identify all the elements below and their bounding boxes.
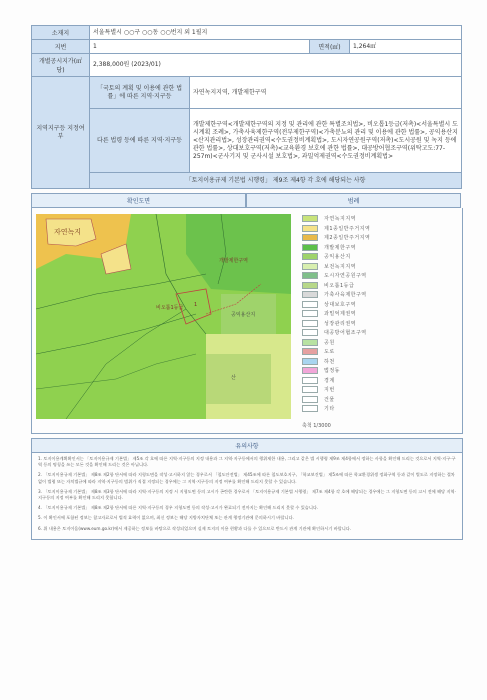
- legend-swatch: [302, 234, 318, 241]
- legend-label: 법정동: [324, 368, 340, 375]
- legend-swatch: [302, 282, 318, 289]
- legend-swatch: [302, 272, 318, 279]
- notice-paragraph: 6. 위 내용은 토지이음(www.eum.go.kr)에서 제공하는 정보를 바탕으로 작성되었으며 실제 토지의 이용 현황과 다를 수 있으므로 반드시 관계 기관에 확인하시기 바랍니다.: [38, 525, 352, 531]
- map-label-mountain: 산: [231, 375, 236, 381]
- legend-item: [302, 328, 458, 338]
- legend-item: [302, 271, 458, 281]
- notice-body: [32, 453, 462, 539]
- legend-item: [302, 243, 458, 253]
- legend-label: 기타: [324, 406, 335, 413]
- legend-label: 제1종일반주거지역: [324, 225, 371, 232]
- legend-item: [302, 347, 458, 357]
- map-header-right: 범례: [246, 193, 461, 208]
- notice-box: [31, 438, 463, 540]
- location-value: 서울특별시 ○○구 ○○동 ○○번지 외 1필지: [90, 26, 462, 40]
- zoning-main-label: 지역지구등 지정여부: [32, 77, 90, 189]
- notice-paragraph: 3. 「토지이용규제 기본법」 제8조 제3항 단서에 따라 지역·지구등의 지정 시 지형도면 등의 고시가 곤란한 경우로서 「토지이용규제 기본법 시행령」 제7조 제4항 각 호에 해당되는 경우에는 그 지형도면 등의 고시 전에 해당 지역·지구등의 지정 여부를 확인해 드리지 못합니다.: [38, 488, 456, 501]
- map-label-gb: 개발제한구역: [219, 258, 248, 264]
- legend-label: 대공방어협조구역: [324, 330, 367, 337]
- legend-item: [302, 281, 458, 291]
- jibun-label: 지번: [32, 40, 90, 54]
- legend-label: 지번: [324, 387, 335, 394]
- legend-swatch: [302, 215, 318, 222]
- legend-item: [302, 357, 458, 367]
- legend-label: 도로: [324, 349, 335, 356]
- map-legend: [302, 214, 458, 424]
- legend-item: [302, 290, 458, 300]
- map-header-left: 확인도면: [31, 193, 246, 208]
- land-price-value: 2,388,000원 (2023/01): [90, 54, 462, 77]
- notice-title: 유의사항: [32, 439, 462, 453]
- notice-paragraph: 5. 이 확인서에 포함된 정보는 참고자료로서 법적 효력이 없으며, 최신 정보는 해당 지방자치단체 또는 관계 행정기관에 문의하시기 바랍니다.: [38, 515, 294, 521]
- legend-label: 과밀억제권역: [324, 311, 356, 318]
- map-label-nature: 자연녹지: [54, 228, 82, 236]
- legend-label: 하천: [324, 358, 335, 365]
- legend-item: [302, 395, 458, 405]
- legend-label: 자연녹지지역: [324, 216, 356, 223]
- legend-swatch: [302, 225, 318, 232]
- legend-label: 비오톱1등급: [324, 282, 355, 289]
- legend-item: [302, 214, 458, 224]
- legend-item: [302, 224, 458, 234]
- legend-swatch: [302, 377, 318, 384]
- legend-swatch: [302, 320, 318, 327]
- location-label: 소재지: [32, 26, 90, 40]
- legend-swatch: [302, 291, 318, 298]
- legend-swatch: [302, 263, 318, 270]
- legend-swatch: [302, 253, 318, 260]
- notice-paragraph: 1. 토지이용계획확인서는 「토지이용규제 기본법」 제5조 각 호에 따른 지역·지구등의 지정 내용과 그 지역·지구등에서의 행위제한 내용, 그리고 같은 법 시행령 제9조 제4항에서 정하는 사항을 확인해 드리는 것으로서 지역·지구·구역 등의 명칭을 쓰는 모든 것을 확인해 드리는 것은 아닙니다.: [38, 456, 456, 468]
- legend-item: [302, 376, 458, 386]
- jibun-value: 1: [90, 40, 310, 54]
- map-label-biotope: 비오톱1등급: [156, 305, 184, 311]
- zoning-row2-label: 다른 법령 등에 따른 지역·지구등: [90, 109, 190, 173]
- info-table: [31, 25, 462, 189]
- legend-item: [302, 252, 458, 262]
- map-label-forest: 공익용산지: [231, 312, 256, 318]
- legend-item: [302, 262, 458, 272]
- legend-swatch: [302, 348, 318, 355]
- legend-swatch: [302, 329, 318, 336]
- legend-swatch: [302, 244, 318, 251]
- notice-paragraph: 4. 「토지이용규제 기본법」 제8조 제2항 단서에 따른 지역·지구등의 경우 지형도면 등의 작성·고시가 완료되기 전까지는 확인해 드리지 못할 수 있습니다.: [38, 505, 319, 511]
- zoning-row3-label: 「토지이용규제 기본법 시행령」 제9조 제4항 각 호에 해당되는 사항: [90, 173, 462, 189]
- map-section-header: [31, 193, 461, 208]
- legend-label: 경계: [324, 377, 335, 384]
- land-use-certificate: [31, 25, 461, 540]
- legend-swatch: [302, 386, 318, 393]
- zoning-row1-label: 「국토의 계획 및 이용에 관한 법률」에 따른 지역·지구등: [90, 77, 190, 109]
- legend-swatch: [302, 367, 318, 374]
- legend-label: 개발제한구역: [324, 244, 356, 251]
- legend-item: [302, 385, 458, 395]
- legend-item: [302, 366, 458, 376]
- legend-label: 공원: [324, 339, 335, 346]
- legend-swatch: [302, 405, 318, 412]
- land-price-label: 개별공시지가(㎡당): [32, 54, 90, 77]
- zoning-row1-value: 자연녹지지역, 개발제한구역: [190, 77, 462, 109]
- legend-item: [302, 404, 458, 414]
- legend-label: 도시자연공원구역: [324, 273, 367, 280]
- legend-swatch: [302, 301, 318, 308]
- legend-item: [302, 309, 458, 319]
- legend-label: 제2종일반주거지역: [324, 235, 371, 242]
- zoning-row2-text: 개발제한구역<개발제한구역의 지정 및 관리에 관한 특별조치법>, 비오톱1등급(저촉)<서울특별시 도시계획 조례>, 가축사육제한구역(전부제한구역)<가축분뇨의 관리 및 이용에 관한 법률>, 공익용산지<산지관리법>, 성장관리권역<수도권정비계획법>, 도시자연공원구역(저촉)<도시공원 및 녹지 등에 관한 법률>, 상대보호구역(저촉)<교육환경 보호에 관한 법률>, 대공방어협조구역(위탁고도:77-257m)<군사기지 및 군사시설 보호법>, 과밀억제권역<수도권정비계획법>: [190, 109, 462, 173]
- legend-item: [302, 300, 458, 310]
- legend-swatch: [302, 339, 318, 346]
- legend-label: 가축사육제한구역: [324, 292, 367, 299]
- legend-label: 보전녹지지역: [324, 263, 356, 270]
- legend-item: [302, 338, 458, 348]
- legend-label: 성장관리권역: [324, 320, 356, 327]
- legend-label: 공익용산지: [324, 254, 351, 261]
- area-label: 면적(㎡): [310, 40, 350, 54]
- map-panel: [31, 208, 463, 434]
- legend-label: 건물: [324, 396, 335, 403]
- legend-item: [302, 233, 458, 243]
- legend-swatch: [302, 310, 318, 317]
- legend-swatch: [302, 358, 318, 365]
- legend-label: 상대보호구역: [324, 301, 356, 308]
- zoning-map: [36, 214, 291, 419]
- map-label-parcel: 1: [194, 302, 198, 308]
- map-scale: 축척 1/3000: [302, 423, 331, 429]
- notice-paragraph: 2. 「토지이용규제 기본법」 제8조 제2항 단서에 따라 지형도면을 작성·고시하지 않는 경우로서 「철도안전법」 제45조에 따른 철도보호지구, 「학교보건법」 제5조에 따른 학교환경위생 정화구역 등과 같이 별도로 지정하는 절차 없이 법령 또는 자치법규에 따라 지역·지구등의 범위가 직접 지정되는 경우에는 그 지역·지구등의 지정 여부를 확인해 드리지 못할 수 있습니다.: [38, 472, 455, 484]
- legend-item: [302, 319, 458, 329]
- area-value: 1,264㎡: [350, 40, 462, 54]
- legend-swatch: [302, 396, 318, 403]
